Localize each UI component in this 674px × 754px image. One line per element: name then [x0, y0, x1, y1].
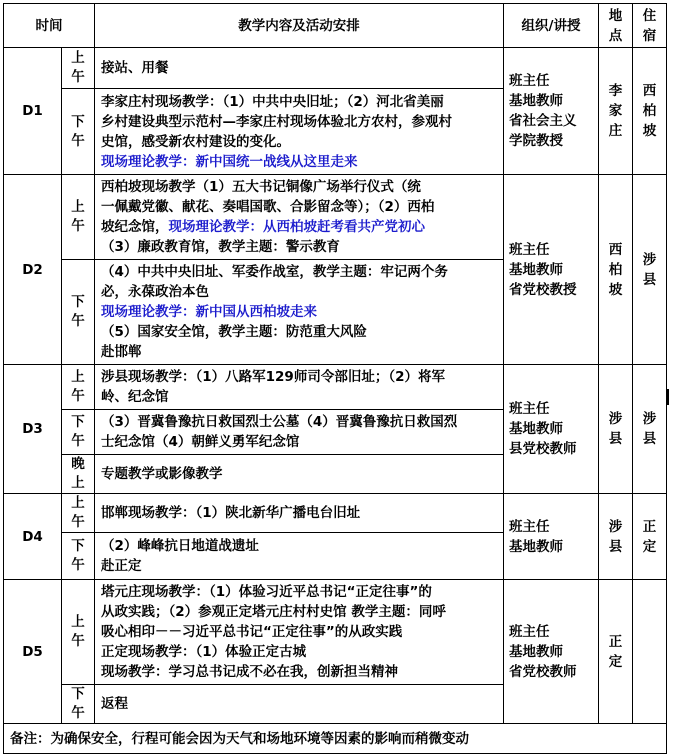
- footer-note: 备注：为确保安全，行程可能会因为天气和场地环境等因素的影响而稍微变动: [4, 724, 667, 754]
- location-cell: 正 定: [599, 580, 633, 724]
- lodging-cell: 涉 县: [633, 365, 667, 494]
- time-slot: 上 午: [62, 48, 95, 89]
- org-cell: 班主任 基地教师: [504, 494, 599, 580]
- org-cell: 班主任 基地教师 省党校教师: [504, 580, 599, 724]
- slot-content: 李家庄村现场教学：（1）中共中央旧址；（2）河北省美丽 乡村建设典型示范村—李家庄村现场体验北方农村，参观村 史馆，感受新农村建设的变化。 现场理论教学：新中国统一战线从这里走来: [95, 89, 504, 175]
- table-row: [4, 175, 667, 260]
- day-label: D2: [4, 175, 62, 365]
- org-cell: 班主任 基地教师 县党校教师: [504, 365, 599, 494]
- day-label: D1: [4, 48, 62, 175]
- lodging-cell: 西 柏 坡: [633, 48, 667, 175]
- time-slot: 上 午: [62, 494, 95, 533]
- lodging-cell: [633, 580, 667, 724]
- slot-content: 西柏坡现场教学（1）五大书记铜像广场举行仪式（统 一佩戴党徽、献花、奏唱国歌、合影留念等）；（2）西柏 坡纪念馆，现场理论教学：从西柏坡赶考看共产党初心 （3）廉政教育馆，教学主题：警示教育: [95, 175, 504, 260]
- location-cell: 涉 县: [599, 494, 633, 580]
- header-lodging: 住 宿: [633, 4, 667, 48]
- lodging-cell: 涉 县: [633, 175, 667, 365]
- day-label: D4: [4, 494, 62, 580]
- org-cell: 班主任 基地教师 省党校教授: [504, 175, 599, 365]
- day-label: D5: [4, 580, 62, 724]
- theory-lesson-text: 现场理论教学：从西柏坡赶考看共产党初心: [168, 219, 425, 235]
- location-cell: 涉 县: [599, 365, 633, 494]
- time-slot: 下 午: [62, 260, 95, 365]
- theory-lesson-text: 现场理论教学：新中国从西柏坡走来: [101, 304, 317, 320]
- header-time: 时间: [4, 4, 95, 48]
- time-slot: 上 午: [62, 580, 95, 685]
- day-label: D3: [4, 365, 62, 494]
- edge-marker: [666, 389, 669, 405]
- header-row: [4, 4, 667, 48]
- time-slot: 下 午: [62, 685, 95, 724]
- table-row: [4, 365, 667, 410]
- slot-content: 返程: [95, 685, 504, 724]
- header-org: 组织/讲授: [504, 4, 599, 48]
- footer-row: [4, 724, 667, 754]
- time-slot: 上 午: [62, 365, 95, 410]
- table-row: [4, 580, 667, 685]
- theory-lesson-text: 现场理论教学：新中国统一战线从这里走来: [101, 153, 358, 170]
- org-cell: 班主任 基地教师 省社会主义 学院教授: [504, 48, 599, 175]
- slot-content: 涉县现场教学：（1）八路军129师司令部旧址；（2）将军 岭、纪念馆: [95, 365, 504, 410]
- time-slot: 上 午: [62, 175, 95, 260]
- time-slot: 下 午: [62, 89, 95, 175]
- time-slot: 晚 上: [62, 455, 95, 494]
- slot-content: 接站、用餐: [95, 48, 504, 89]
- table-row: [4, 494, 667, 533]
- slot-content: 专题教学或影像教学: [95, 455, 504, 494]
- slot-content: 邯郸现场教学：（1）陕北新华广播电台旧址: [95, 494, 504, 533]
- time-slot: 下 午: [62, 410, 95, 455]
- slot-content: （4）中共中央旧址、军委作战室，教学主题：牢记两个务 必，永葆政治本色 现场理论教学：新中国从西柏坡走来 （5）国家安全馆，教学主题：防范重大风险 赴邯郸: [95, 260, 504, 365]
- slot-content: （2）峰峰抗日地道战遗址 赴正定: [95, 533, 504, 580]
- slot-content: 塔元庄现场教学：（1）体验习近平总书记“正定往事”的 从政实践；（2）参观正定塔元庄村村史馆 教学主题：同呼 吸心相印－－习近平总书记“正定往事”的从政实践 正定现场教学：（1）体验正定古城 现场教学：学习总书记成不必在我，创新担当精神: [95, 580, 504, 685]
- location-cell: 西 柏 坡: [599, 175, 633, 365]
- slot-content: （3）晋冀鲁豫抗日救国烈士公墓（4）晋冀鲁豫抗日救国烈 士纪念馆（4）朝鲜义勇军纪念馆: [95, 410, 504, 455]
- location-cell: 李 家 庄: [599, 48, 633, 175]
- header-location: 地 点: [599, 4, 633, 48]
- time-slot: 下 午: [62, 533, 95, 580]
- header-content: 教学内容及活动安排: [95, 4, 504, 48]
- table-row: [4, 48, 667, 89]
- lodging-cell: 正 定: [633, 494, 667, 580]
- schedule-table: [3, 3, 667, 754]
